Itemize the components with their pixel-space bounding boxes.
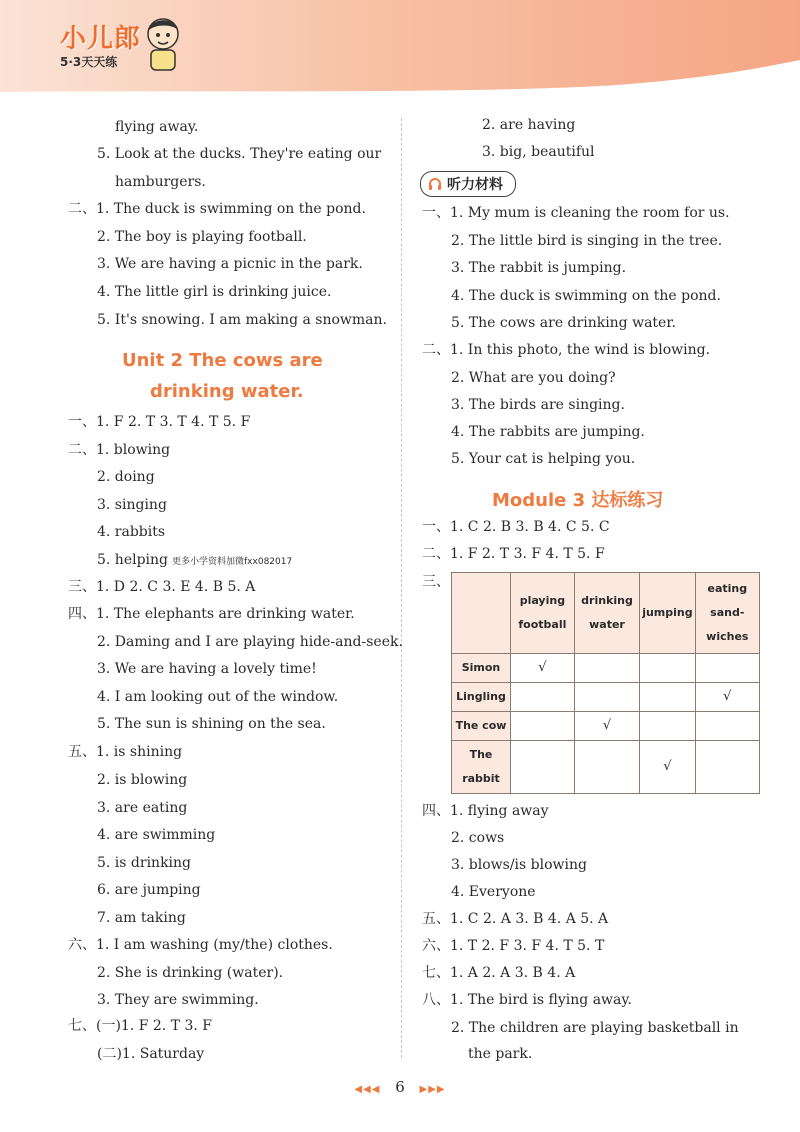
answer-line: 2. She is drinking (water). — [97, 965, 284, 981]
table-cell — [511, 712, 575, 741]
table-cell — [640, 712, 695, 741]
answer-line: 一、1. My mum is cleaning the room for us. — [422, 205, 730, 221]
page-header-band — [0, 0, 800, 92]
table-row — [452, 741, 760, 794]
module3-title: Module 3 达标练习 — [492, 490, 664, 511]
logo-title: 小儿郎 — [60, 24, 142, 54]
answer-line: 四、1. flying away — [422, 803, 549, 819]
answer-line: 7. am taking — [97, 910, 186, 926]
table-header-cell: playing football — [511, 573, 575, 654]
answer-line: 3. The birds are singing. — [451, 397, 625, 413]
answer-line: 5. Your cat is helping you. — [451, 451, 636, 467]
watermark-note: 更多小学资料加微fxx082017 — [172, 557, 293, 567]
table-header-cell: jumping — [640, 573, 695, 654]
answer-line: flying away. — [115, 119, 199, 135]
answer-line: 4. The rabbits are jumping. — [451, 424, 645, 440]
answer-line: (二)1. Saturday — [97, 1046, 205, 1062]
table-cell — [511, 683, 575, 712]
answer-line: 5. is drinking — [97, 855, 192, 871]
prev-arrows-icon: ◀◀◀ — [354, 1084, 381, 1095]
table-row — [452, 683, 760, 712]
table-row-label: The cow — [452, 712, 511, 741]
table-cell: √ — [640, 741, 695, 794]
answer-line: 六、1. T 2. F 3. F 4. T 5. T — [422, 938, 605, 954]
answer-line: 5. It's snowing. I am making a snowman. — [97, 312, 387, 328]
answer-line: 八、1. The bird is flying away. — [422, 992, 632, 1008]
table-cell — [574, 741, 639, 794]
answer-line: 3. We are having a picnic in the park. — [97, 256, 363, 272]
answer-line: 3. blows/is blowing — [451, 857, 587, 873]
table-row-label: Simon — [452, 654, 511, 683]
answer-line: 2. is blowing — [97, 772, 188, 788]
answer-line: 三、1. D 2. C 3. E 4. B 5. A — [68, 579, 256, 595]
table-row-label: The rabbit — [452, 741, 511, 794]
table-row-label: Lingling — [452, 683, 511, 712]
answer-line: 6. are jumping — [97, 882, 201, 898]
answer-line: 二、1. F 2. T 3. F 4. T 5. F — [422, 546, 605, 562]
answer-line: 2. cows — [451, 830, 505, 846]
answer-line: 七、1. A 2. A 3. B 4. A — [422, 965, 576, 981]
answer-line: 2. doing — [97, 469, 155, 485]
table-header-cell — [452, 573, 511, 654]
answer-line: 4. rabbits — [97, 524, 166, 540]
table-row — [452, 654, 760, 683]
answer-line: 4. The little girl is drinking juice. — [97, 284, 332, 300]
brand-logo — [60, 18, 141, 70]
logo-subtitle: 5·3天天练 — [60, 55, 118, 69]
table-cell — [640, 654, 695, 683]
table-cell — [695, 654, 759, 683]
answer-line: 七、(一)1. F 2. T 3. F — [68, 1018, 213, 1034]
table-cell — [695, 741, 759, 794]
answer-line: 二、1. In this photo, the wind is blowing. — [422, 342, 711, 358]
answer-line: 六、1. I am washing (my/the) clothes. — [68, 937, 333, 953]
listening-label: 听力材料 — [447, 177, 503, 193]
answer-text: 5. helping — [97, 552, 169, 568]
table-cell — [574, 654, 639, 683]
table-row — [452, 712, 760, 741]
answer-line: 5. Look at the ducks. They're eating our — [97, 146, 382, 162]
answer-line: 4. Everyone — [451, 884, 536, 900]
table-header-cell: drinking water — [574, 573, 639, 654]
answer-line: 2. Daming and I are playing hide-and-seek. — [97, 634, 403, 650]
answer-line: 3. The rabbit is jumping. — [451, 260, 627, 276]
answer-line: 3. singing — [97, 497, 167, 513]
answer-line: 2. The children are playing basketball in — [451, 1020, 739, 1036]
table-cell — [574, 683, 639, 712]
answer-line: 4. are swimming — [97, 827, 216, 843]
answer-line-helping — [97, 551, 292, 571]
answer-line: 五、1. is shining — [68, 744, 183, 760]
table-cell — [640, 683, 695, 712]
table-cell: √ — [695, 683, 759, 712]
answer-line: hamburgers. — [115, 174, 206, 190]
unit2-title-line1: Unit 2 The cows are — [122, 350, 323, 371]
table-cell: √ — [574, 712, 639, 741]
table-cell: √ — [511, 654, 575, 683]
answer-line: 4. I am looking out of the window. — [97, 689, 339, 705]
answer-line: 3. They are swimming. — [97, 992, 259, 1008]
answer-line: 3. We are having a lovely time! — [97, 661, 317, 677]
listening-material-badge — [420, 171, 516, 197]
answer-line: 二、1. blowing — [68, 442, 171, 458]
headphones-icon — [427, 176, 443, 192]
answer-line: 2. What are you doing? — [451, 370, 616, 386]
answer-line: the park. — [468, 1046, 533, 1062]
answer-line: 2. The little bird is singing in the tree. — [451, 233, 723, 249]
answer-line: 一、1. C 2. B 3. B 4. C 5. C — [422, 519, 610, 535]
column-divider — [401, 118, 402, 1058]
page-footer — [340, 1078, 460, 1096]
answer-line: 二、1. The duck is swimming on the pond. — [68, 201, 366, 217]
answer-line: 2. are having — [482, 117, 576, 133]
answer-line: 3. are eating — [97, 800, 188, 816]
table-cell — [511, 741, 575, 794]
answer-line: 5. The sun is shining on the sea. — [97, 716, 326, 732]
answer-line: 一、1. F 2. T 3. T 4. T 5. F — [68, 414, 251, 430]
table-header-cell: eating sand-wiches — [695, 573, 759, 654]
next-arrows-icon: ▶▶▶ — [419, 1084, 446, 1095]
page-number: 6 — [395, 1078, 405, 1096]
answer-line: 3. big, beautiful — [482, 144, 595, 160]
table-cell — [695, 712, 759, 741]
mascot-icon — [142, 14, 184, 72]
answer-table — [451, 572, 760, 794]
answer-line: 2. The boy is playing football. — [97, 229, 307, 245]
unit2-title-line2: drinking water. — [150, 381, 304, 402]
answer-line: 4. The duck is swimming on the pond. — [451, 288, 721, 304]
answer-line: 四、1. The elephants are drinking water. — [68, 606, 355, 622]
answer-line: 三、 — [422, 574, 450, 590]
answer-line: 5. The cows are drinking water. — [451, 315, 676, 331]
answer-line: 五、1. C 2. A 3. B 4. A 5. A — [422, 911, 609, 927]
